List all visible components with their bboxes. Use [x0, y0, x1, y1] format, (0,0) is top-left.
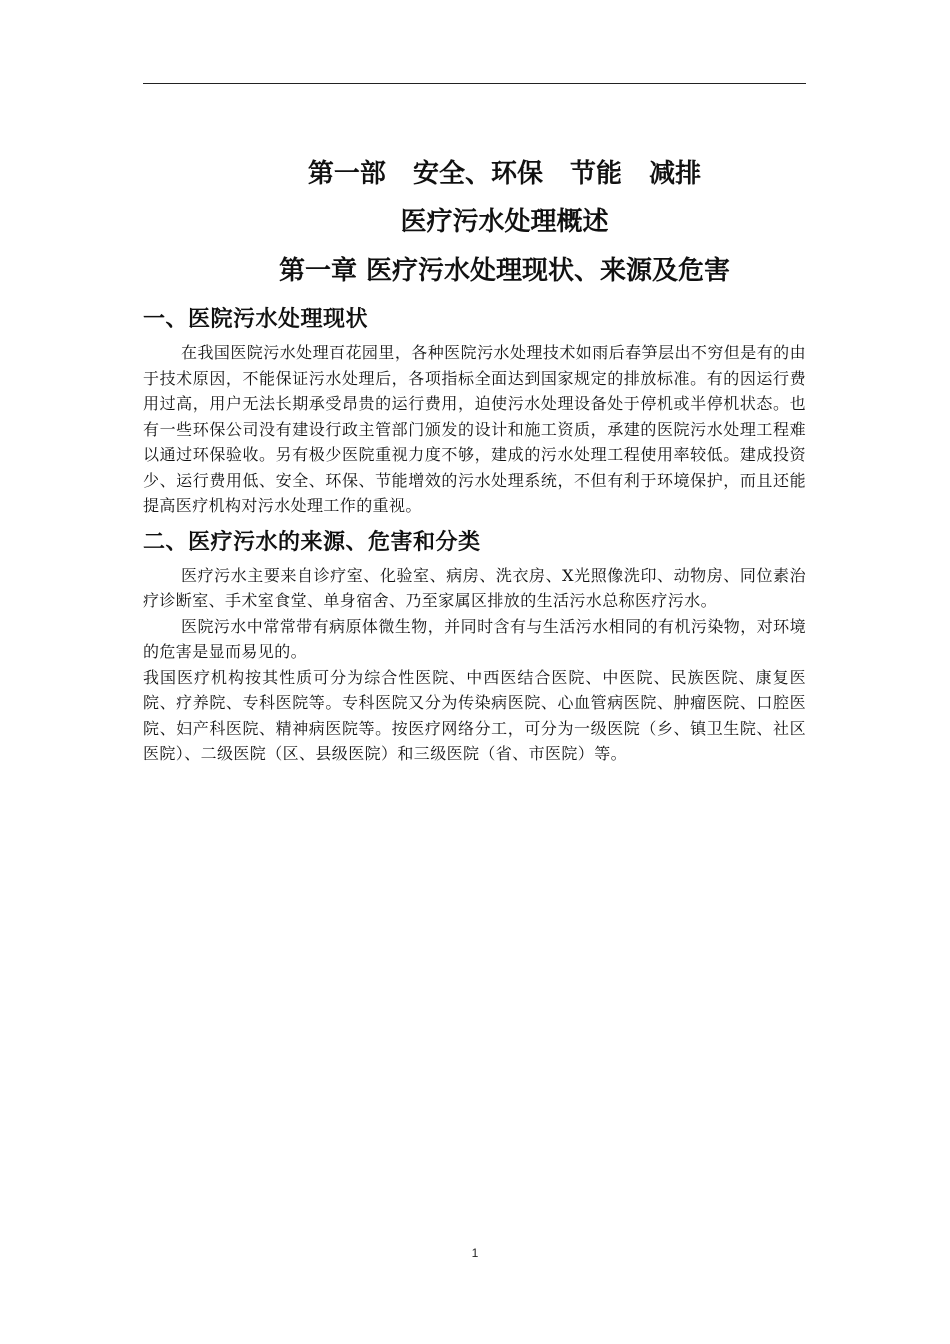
part-title: 第一部 安全、环保 节能 减排: [307, 159, 702, 189]
section-heading-sources: 二、医疗污水的来源、危害和分类: [143, 529, 481, 555]
chapter-title: 第一章 医疗污水处理现状、来源及危害: [278, 256, 731, 286]
hazards-paragraph: 医院污水中常常带有病原体微生物，并同时含有与生活污水相同的有机污染物，对环境的危害是显而易见的。: [143, 616, 806, 661]
section-status-paragraph: 在我国医院污水处理百花园里，各种医院污水处理技术如雨后春笋层出不穷但是有的由于技术原因，不能保证污水处理后，各项指标全面达到国家规定的排放标准。有的因运行费用过高，用户无法长期承受昂贵的运行费用，迫使污水处理设备处于停机或半停机状态。也有一些环保公司没有建设行政主管部门颁发的设计和施工资质，承建的医院污水处理工程难以通过环保验收。另有极少医院重视力度不够，建成的污水处理工程使用率较低。建成投资少、运行费用低、安全、环保、节能增效的污水处理系统，不但有利于环境保护，而且还能提高医疗机构对污水处理工作的重视。: [143, 343, 806, 515]
header-rule: [143, 83, 806, 84]
page-number: 1: [471, 1246, 479, 1260]
sources-paragraph: 医疗污水主要来自诊疗室、化验室、病房、洗衣房、X光照像洗印、动物房、同位素治疗诊断室、手术室食堂、单身宿舍、乃至家属区排放的生活污水总称医疗污水。: [143, 565, 806, 610]
overview-title: 医疗污水处理概述: [400, 207, 609, 237]
classification-paragraph: 我国医疗机构按其性质可分为综合性医院、中西医结合医院、中医院、民族医院、康复医院、疗养院、专科医院等。专科医院又分为传染病医院、心血管病医院、肿瘤医院、口腔医院、妇产科医院、精神病医院等。按医疗网络分工，可分为一级医院（乡、镇卫生院、社区医院）、二级医院（区、县级医院）和三级医院（省、市医院）等。: [143, 667, 806, 763]
section-heading-status: 一、医院污水处理现状: [143, 307, 369, 332]
document-body: [143, 150, 806, 767]
